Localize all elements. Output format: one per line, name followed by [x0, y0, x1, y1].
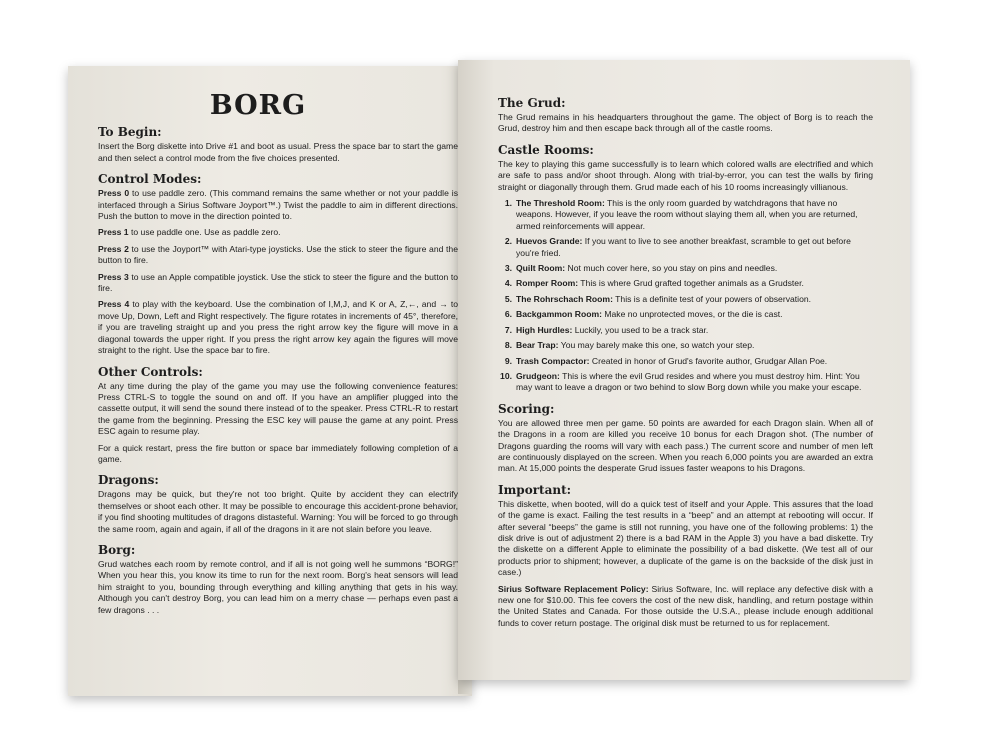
room-description: Luckily, you used to be a track star. — [572, 324, 709, 335]
room-number: 6. — [504, 309, 512, 320]
replacement-policy-text: Sirius Software, Inc. will replace any defective disk with a new one for $10.00. This fee covers the cost of the new disk, handling, and return postage within the United States and Canada. For those outside the U.S.A., please include enough additional funds to cover return postage. The original disk must be returned to us for replacement. — [498, 583, 874, 628]
control-mode-1 — [98, 227, 458, 238]
borg-heading: Borg: — [98, 542, 136, 557]
replacement-policy — [498, 584, 873, 630]
room-description: You may barely make this one, so watch your step. — [558, 340, 755, 351]
room-description: Make no unprotected moves, or the die is cast. — [601, 309, 783, 320]
room-name: The Threshold Room: — [516, 198, 605, 209]
other-controls-heading: Other Controls: — [98, 364, 203, 379]
castle-room-item — [498, 198, 873, 232]
castle-room-item — [498, 278, 873, 289]
right-page — [458, 60, 910, 680]
room-description: This is where Grud grafted together animals as a Grudster. — [578, 278, 804, 289]
quick-restart-text: For a quick restart, press the fire button or space bar immediately following completion of a game. — [98, 442, 458, 464]
castle-rooms-intro: The key to playing this game successfully is to learn which colored walls are electrified and which are safe to pass and/or shoot through. Along with trial-by-error, you can test the walls by firing straight or diagonally through them. Grud made each of his 10 rooms increasingly villianous. — [498, 158, 873, 192]
room-name: The Rohrschach Room: — [516, 293, 613, 304]
room-name: Quilt Room: — [516, 263, 566, 274]
room-name: Trash Compactor: — [516, 355, 590, 366]
manual-title: BORG — [209, 90, 307, 121]
room-description: This is a definite test of your powers of observation. — [612, 293, 812, 304]
grud-text: The Grud remains in his headquarters throughout the game. The object of Borg is to reach the Grud, destroy him and then escape back through all of the castle rooms. — [498, 112, 873, 134]
room-name: Bear Trap: — [516, 340, 559, 351]
room-number: 4. — [504, 278, 512, 289]
room-number: 9. — [504, 355, 512, 366]
control-mode-2 — [98, 244, 458, 267]
to-begin-text: Insert the Borg diskette into Drive #1 and boot as usual. Press the space bar to start the game and then select a control mode from the five choices presented. — [98, 141, 458, 163]
important-heading: Important: — [498, 482, 572, 497]
room-name: Romper Room: — [516, 278, 579, 289]
scoring-heading: Scoring: — [498, 401, 555, 416]
room-name: High Hurdles: — [516, 324, 573, 335]
room-name: Grudgeon: — [516, 370, 560, 381]
castle-room-item — [498, 294, 873, 305]
room-name: Huevos Grande: — [516, 236, 583, 247]
important-text: This diskette, when booted, will do a quick test of itself and your Apple. This assures that the load of the game is exact. Failing the test results in a “beep” and an attempt at rebooting will occur. If after several “beeps” the game is still not running, you have one of the following problems: 1) the disk drive is out of adjustment 2) there is a bad RAM in the Apple 3) you have a bad diskette. Try the diskette on a different Apple to eliminate the possibility of a bad diskette. (We test all of our products prior to shipment; however, a duplicate of the game is on the backside of the disk just in case.) — [498, 498, 873, 578]
room-number: 8. — [504, 340, 512, 351]
control-modes-heading: Control Modes: — [98, 172, 202, 187]
castle-rooms-heading: Castle Rooms: — [498, 142, 594, 157]
control-mode-text: to use paddle zero. (This command remains the same whether or not your paddle is interfaced through a Sirius Software Joyport™.) Twist the paddle to aim in different directions. Push the button to move in the direction pointed to. — [98, 188, 458, 222]
left-page-content — [98, 90, 458, 621]
dragons-text: Dragons may be quick, but they're not too bright. Quite by accident they can electrify themselves or shoot each other. It may be possible to encourage this accident-prone behavior, if you find shooting multitudes of dragons distasteful. Warning: You will be forced to go through the same room, again and again, if all of the dragons in it are not slain before you leave. — [98, 489, 458, 534]
to-begin-heading: To Begin: — [98, 125, 162, 140]
room-number: 5. — [504, 293, 512, 304]
room-description: Not much cover here, so you stay on pins and needles. — [565, 263, 778, 274]
castle-room-item — [498, 340, 873, 351]
control-mode-text: to play with the keyboard. Use the combination of I,M,J, and K or A, Z,←, and → to move Up, Down, Left and Right respectively. The figure rotates in increments of 45°, therefore, if you are traveling straight up and you press the right arrow key the figure will move in a diagonal towards the upper right. If you press the right arrow key again the figures will move straight to the right. Use the space bar to fire. — [98, 299, 458, 356]
room-description: This is the only room guarded by watchdragons that have no weapons. However, if you leave the room without slaying them all, when you are returned, armed reinforcements will appear. — [516, 198, 858, 231]
room-number: 2. — [504, 236, 512, 247]
replacement-policy-label: Sirius Software Replacement Policy: — [498, 583, 649, 594]
borg-text: Grud watches each room by remote control, and if all is not going well he summons “BORG!” When you hear this, you know its time to run for the next room. Borg's heat sensors will lead him straight to you, bounding through everything and killing anything that gets in his way. Although you can't destroy Borg, you can lead him on a merry chase — perhaps even past a few dragons . . . — [98, 558, 458, 615]
control-mode-label: Press 0 — [98, 188, 130, 199]
room-name: Backgammon Room: — [516, 309, 602, 320]
control-mode-label: Press 1 — [98, 227, 129, 238]
room-description: Created in honor of Grud's favorite author, Grudgar Allan Poe. — [589, 355, 828, 366]
castle-room-item — [498, 309, 873, 320]
control-mode-text: to use the Joyport™ with Atari-type joysticks. Use the stick to steer the figure and the button to fire. — [98, 243, 458, 266]
control-mode-label: Press 2 — [98, 243, 129, 254]
control-mode-0 — [98, 188, 458, 222]
castle-rooms-list — [498, 198, 873, 394]
control-mode-4 — [98, 299, 458, 356]
scoring-text: You are allowed three men per game. 50 points are awarded for each Dragon slain. When all of the Dragons in a room are killed you receive 10 bonus for each Dragon shot. (The number of Dragons guarding the rooms will vary with each pass.) The current score and number of men left are continuously displayed on the screen. When you reach 6,000 points you are awarded an extra man. At 15,000 points the desperate Grud issues faster weapons to his Dragons. — [498, 417, 873, 474]
control-mode-label: Press 4 — [98, 299, 130, 310]
room-number: 3. — [504, 263, 512, 274]
room-description: This is where the evil Grud resides and where you must destroy him. Hint: You may want to leave a dragon or two behind to slow Borg down while you make your escape. — [516, 370, 862, 393]
castle-room-item — [498, 325, 873, 336]
control-mode-label: Press 3 — [98, 271, 129, 282]
castle-room-item — [498, 356, 873, 367]
castle-room-item — [498, 236, 873, 259]
room-description: If you want to live to see another breakfast, scramble to get out before you're fried. — [516, 236, 851, 258]
other-controls-text: At any time during the play of the game you may use the following convenience features: Press CTRL-S to toggle the sound on and off. If you have an amplifier plugged into the cassette output, it will send the sound there instead of to the speaker. Press CTRL-R to restart the game from the beginning. Pressing the ESC key will pause the game at any point. Press ESC again to resume play. — [98, 380, 458, 437]
grud-heading: The Grud: — [498, 96, 566, 110]
control-mode-text: to use an Apple compatible joystick. Use the stick to steer the figure and the button to fire. — [98, 271, 458, 294]
dragons-heading: Dragons: — [98, 473, 159, 488]
right-page-content — [498, 88, 873, 634]
room-number: 1. — [504, 198, 512, 209]
control-mode-text: to use paddle one. Use as paddle zero. — [128, 227, 281, 238]
left-page — [68, 66, 472, 696]
castle-room-item — [498, 263, 873, 274]
room-number: 10. — [500, 370, 512, 381]
castle-room-item — [498, 371, 873, 394]
control-mode-3 — [98, 272, 458, 295]
room-number: 7. — [504, 324, 512, 335]
